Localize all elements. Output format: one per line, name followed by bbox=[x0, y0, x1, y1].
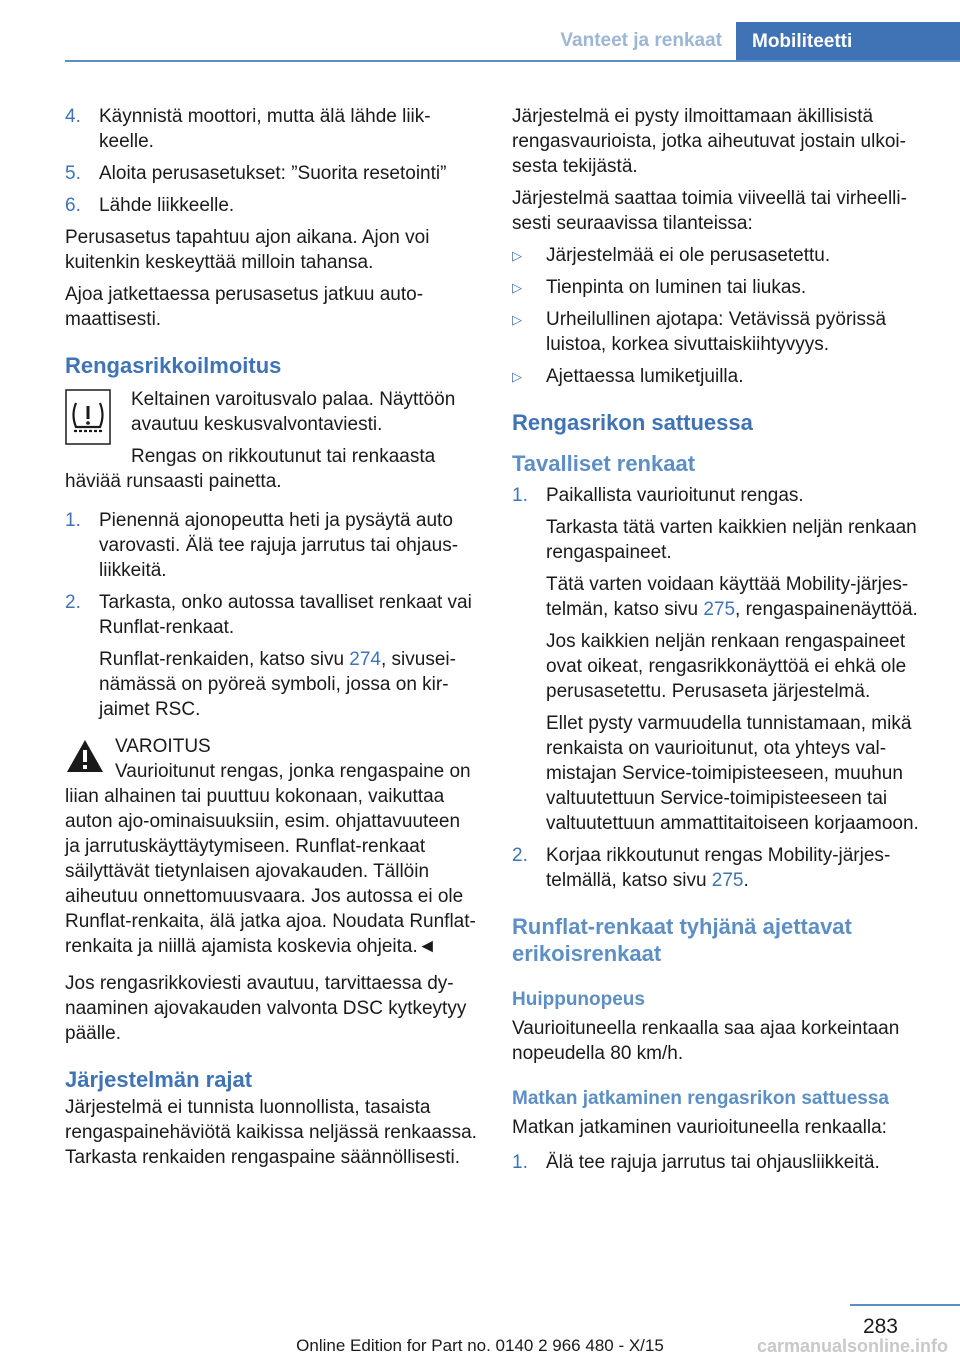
indicator-text: Keltainen varoitusvalo palaa. Näyttöön avautuu keskusvalvontaviesti. bbox=[131, 389, 456, 435]
list-text: Lähde liikkeelle. bbox=[99, 195, 235, 216]
subheading-huippunopeus: Huippunopeus bbox=[512, 989, 645, 1010]
list-number: 1. bbox=[65, 510, 81, 531]
list-item bbox=[512, 307, 932, 357]
page-link-275[interactable]: 275 bbox=[711, 870, 744, 891]
subheading-runflat: Runflat-renkaat tyhjänä ajettavat erikoisrenkaat bbox=[512, 914, 852, 966]
edition-footer: Online Edition for Part no. 0140 2 966 480 - X/15 bbox=[296, 1336, 664, 1355]
list-item bbox=[65, 104, 477, 154]
text-run: Runflat-renkaiden, katso sivu bbox=[99, 649, 350, 670]
left-column bbox=[65, 104, 477, 1177]
list-text: Paikallista vaurioitunut rengas. bbox=[546, 485, 804, 506]
list-subtext: Jos kaikkien neljän renkaan rengaspaineet ovat oikeat, rengasrikkonäyttöä ei ehkä ole perusasetettu. Perusaseta järjestelmä. bbox=[546, 631, 907, 702]
list-text: Käynnistä moottori, mutta älä lähde liikkeelle. bbox=[99, 106, 431, 152]
text-run: Tätä varten voidaan käyttää Mobility-järjestelmän, katso sivu bbox=[546, 574, 909, 620]
list-number: 1. bbox=[512, 485, 528, 506]
bullet-triangle-icon: ▷ bbox=[512, 369, 522, 384]
page-header bbox=[65, 22, 960, 62]
bullet-triangle-icon: ▷ bbox=[512, 248, 522, 263]
bullet-triangle-icon: ▷ bbox=[512, 280, 522, 295]
bullet-triangle-icon: ▷ bbox=[512, 312, 522, 327]
tire-pressure-warning-icon bbox=[65, 389, 111, 445]
section-heading-jarjestelman-rajat: Järjestelmän rajat bbox=[65, 1067, 253, 1092]
list-item bbox=[65, 161, 477, 186]
warning-text: Vaurioitunut rengas, jonka rengaspaine on liian alhainen tai puuttuu kokonaan, vaikuttaa auton ajo-ominaisuuksiin, esim. ohjattavuuteen ja jarrutuskäyttäytymiseen. Runflat-renkaat säilyttävät tietynlaisen ajovakauden. Tällöin aiheutuu onnettomuusvaara. Jos autossa ei ole Runflat-renkaita, älä jatka ajoa. Noudata Runflat-renkaita ja niillä ajamista koskevia ohjeita.◄ bbox=[65, 761, 476, 957]
list-number: 6. bbox=[65, 195, 81, 216]
list-number: 4. bbox=[65, 106, 81, 127]
page-link-275[interactable]: 275 bbox=[703, 599, 736, 620]
list-item bbox=[65, 193, 477, 218]
text-run: Korjaa rikkoutunut rengas Mobility-järjestelmällä, katso sivu bbox=[546, 845, 891, 891]
subheading-tavalliset-renkaat: Tavalliset renkaat bbox=[512, 451, 696, 476]
list-number: 1. bbox=[512, 1152, 528, 1173]
page-number: 283 bbox=[862, 1315, 898, 1338]
list-text: Älä tee rajuja jarrutus tai ohjausliikkeitä. bbox=[546, 1152, 880, 1173]
indicator-text: Rengas on rikkoutunut tai renkaasta häviää runsaasti painetta. bbox=[65, 446, 436, 492]
list-text: Tienpinta on luminen tai liukas. bbox=[546, 277, 807, 298]
list-text: Ajettaessa lumiketjuilla. bbox=[546, 366, 744, 387]
subheading-matkan-jatkaminen: Matkan jatkaminen rengasrikon sattuessa bbox=[512, 1088, 889, 1109]
header-rule bbox=[65, 60, 960, 62]
paragraph: Matkan jatkaminen vaurioituneella renkaalla: bbox=[512, 1117, 887, 1138]
list-number: 2. bbox=[512, 845, 528, 866]
text-run: , sivuseinämässä on pyöreä symboli, jossa on kirjaimet RSC. bbox=[99, 649, 456, 720]
list-subtext: Tarkasta tätä varten kaikkien neljän renkaan rengaspaineet. bbox=[546, 517, 917, 563]
section-heading-rengasrikon-sattuessa: Rengasrikon sattuessa bbox=[512, 410, 753, 435]
warning-triangle-icon bbox=[65, 738, 105, 774]
indicator-block bbox=[65, 387, 477, 437]
paragraph: Perusasetus tapahtuu ajon aikana. Ajon voi kuitenkin keskeyttää milloin tahansa. bbox=[65, 227, 430, 273]
list-item bbox=[65, 508, 477, 583]
list-text: Pienennä ajonopeutta heti ja pysäytä auto varovasti. Älä tee rajuja jarrutus tai ohjausliikkeitä. bbox=[99, 510, 459, 581]
list-text: Tarkasta, onko autossa tavalliset renkaat vai Runflat-renkaat. bbox=[99, 592, 472, 638]
list-item bbox=[512, 275, 932, 300]
list-item bbox=[65, 590, 477, 722]
paragraph: Järjestelmä ei pysty ilmoittamaan äkillisistä rengasvaurioista, jotka aiheutuvat jostain ulkoisesta tekijästä. bbox=[512, 106, 906, 177]
list-item bbox=[512, 483, 932, 836]
paragraph: Järjestelmä ei tunnista luonnollista, tasaista rengaspainehäviötä kaikissa neljässä renkaassa. Tarkasta renkaiden rengaspaine säännöllisesti. bbox=[65, 1097, 477, 1168]
list-item bbox=[512, 364, 932, 389]
list-text: Aloita perusasetukset: ”Suorita resetointi” bbox=[99, 163, 447, 184]
header-section-title: Vanteet ja renkaat bbox=[560, 30, 722, 51]
list-text bbox=[546, 843, 932, 893]
text-run: . bbox=[743, 870, 749, 891]
paragraph: Jos rengasrikkoviesti avautuu, tarvittaessa dynaaminen ajovakauden valvonta DSC kytkeytyy päälle. bbox=[65, 973, 467, 1044]
list-item bbox=[512, 1150, 932, 1175]
list-number: 2. bbox=[65, 592, 81, 613]
paragraph: Ajoa jatkettaessa perusasetus jatkuu automaattisesti. bbox=[65, 284, 424, 330]
footer-rule bbox=[850, 1304, 960, 1306]
list-text: Järjestelmää ei ole perusasetettu. bbox=[546, 245, 831, 266]
list-subtext bbox=[99, 647, 477, 722]
section-heading-rengasrikkoilmoitus: Rengasrikkoilmoitus bbox=[65, 353, 282, 378]
watermark: carmanualsonline.info bbox=[756, 1336, 948, 1356]
warning-block bbox=[65, 734, 477, 759]
list-item bbox=[512, 843, 932, 893]
list-item bbox=[512, 243, 932, 268]
list-text: Urheilullinen ajotapa: Vetävissä pyörissä luistoa, korkea sivuttaiskiihtyvyys. bbox=[546, 309, 887, 355]
right-column bbox=[512, 104, 932, 1182]
text-run: , rengaspainenäyttöä. bbox=[735, 599, 918, 620]
paragraph: Järjestelmä saattaa toimia viiveellä tai virheellisesti seuraavissa tilanteissa: bbox=[512, 188, 907, 234]
page-link-274[interactable]: 274 bbox=[349, 649, 381, 670]
list-subtext: Ellet pysty varmuudella tunnistamaan, mikä renkaista on vaurioitunut, ota yhteys valmistajan Service-toimipisteeseen, muuhun valtuutettuun Service-toimipisteeseen tai valtuutettuun ammattitaitoiseen korjaamoon. bbox=[546, 713, 919, 834]
list-number: 5. bbox=[65, 163, 81, 184]
list-subtext bbox=[546, 572, 932, 622]
header-chapter-tab: Mobiliteetti bbox=[736, 22, 960, 62]
warning-title: VAROITUS bbox=[115, 736, 211, 757]
paragraph: Vaurioituneella renkaalla saa ajaa korkeintaan nopeudella 80 km/h. bbox=[512, 1018, 900, 1064]
